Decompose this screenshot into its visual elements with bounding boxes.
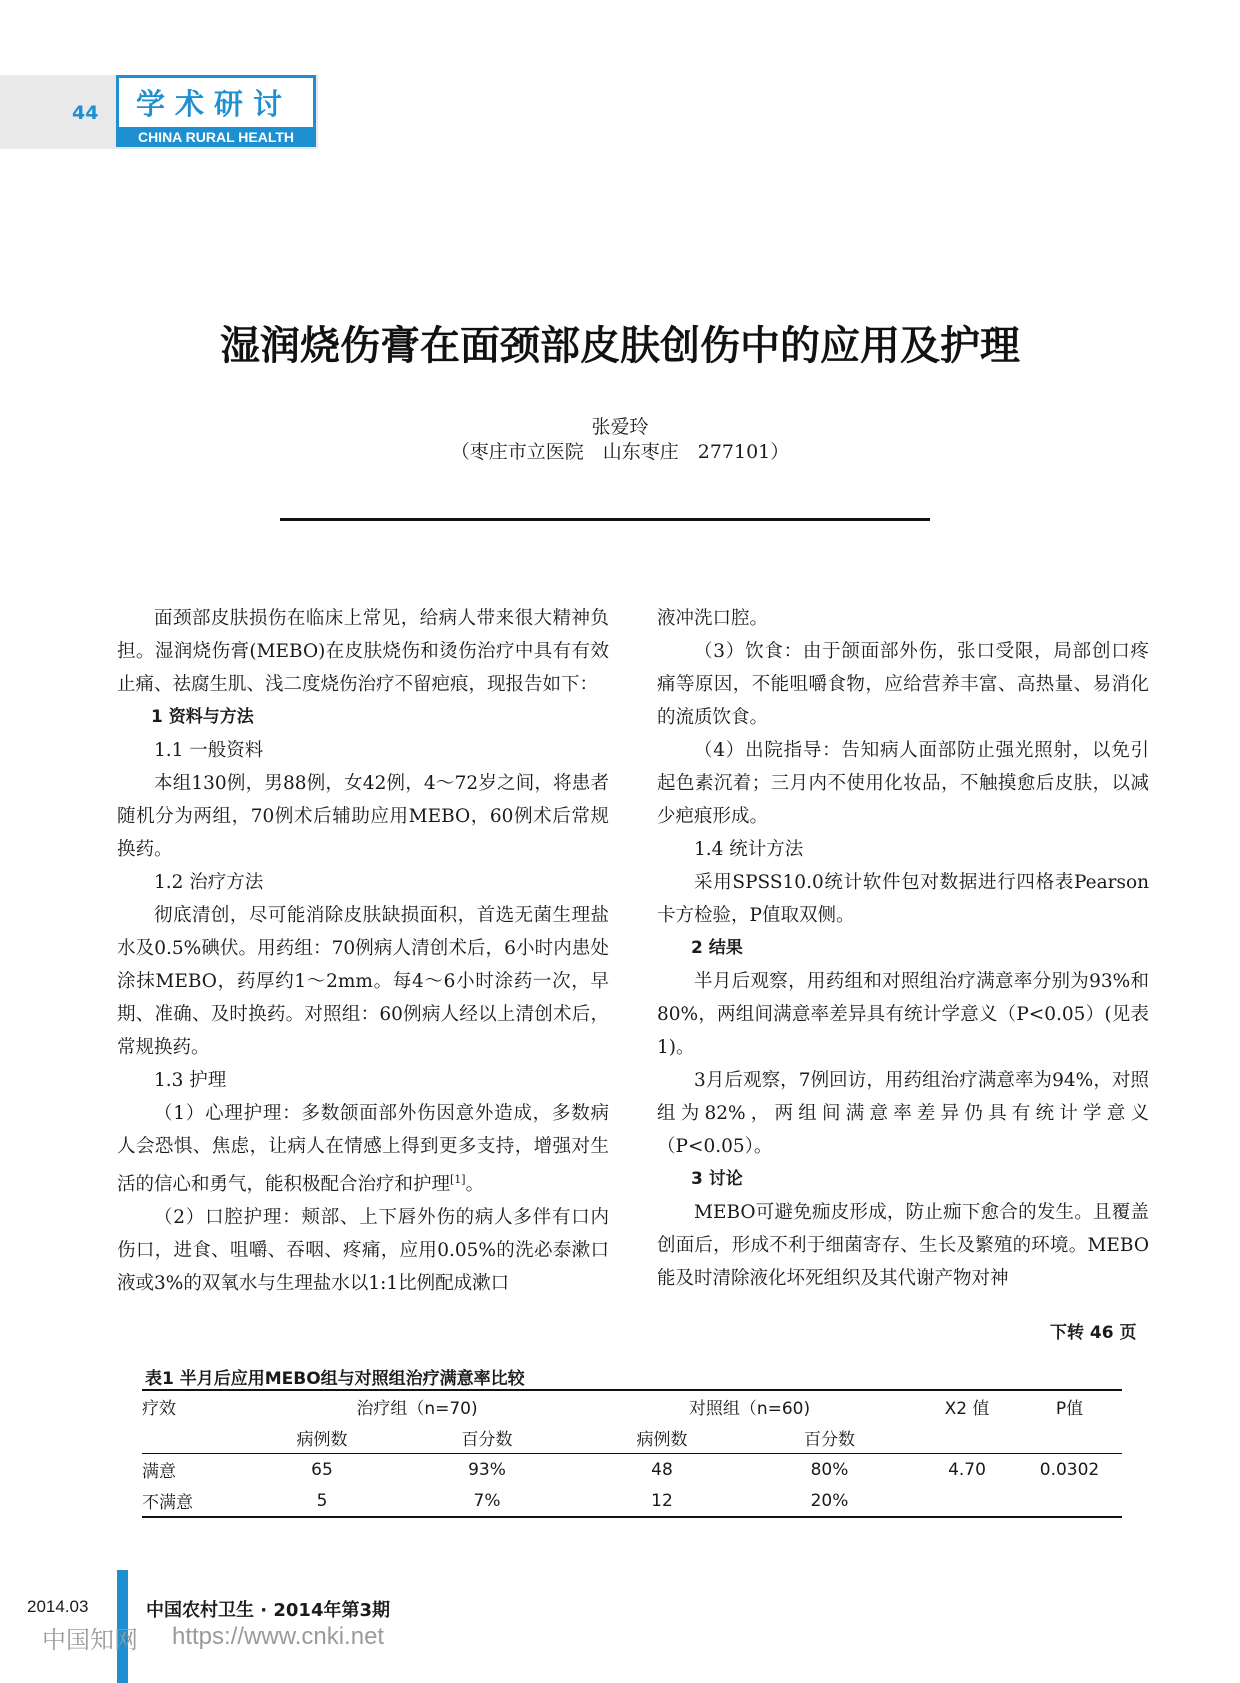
cell-p bbox=[1017, 1485, 1122, 1517]
paragraph-general-data: 本组130例，男88例，女42例，4～72岁之间，将患者随机分为两组，70例术后辅助应用MEBO，60例术后常规换药。 bbox=[117, 773, 609, 860]
header-control-group: 对照组（n=60) bbox=[582, 1390, 917, 1422]
article-author: 张爱玲 bbox=[591, 416, 649, 438]
table-header-row bbox=[142, 1390, 1122, 1422]
heading-general-data: 1.1 一般资料 bbox=[154, 740, 264, 761]
cell-x2 bbox=[917, 1485, 1017, 1517]
paragraph-oral-care-cont: 液冲洗口腔。 bbox=[657, 608, 769, 629]
title-rule bbox=[280, 518, 930, 521]
heading-nursing: 1.3 护理 bbox=[154, 1070, 227, 1091]
heading-discussion: 3 讨论 bbox=[691, 1169, 743, 1189]
cell-control-pct: 20% bbox=[742, 1485, 917, 1517]
header-treatment-group: 治疗组（n=70) bbox=[252, 1390, 582, 1422]
row-label: 不满意 bbox=[142, 1485, 252, 1517]
section-subtitle: CHINA RURAL HEALTH bbox=[116, 127, 316, 147]
paragraph-oral-care: （2）口腔护理：颊部、上下唇外伤的病人多伴有口内伤口，进食、咀嚼、吞咽、疼痛，应用0.05%的洗必泰漱口液或3%的双氧水与生理盐水以1:1比例配成漱口 bbox=[117, 1207, 609, 1295]
paragraph-treatment: 彻底清创，尽可能消除皮肤缺损面积，首选无菌生理盐水及0.5%碘伏。用药组：70例病人清创术后，6小时内患处涂抹MEBO，药厚约1～2mm。每4～6小时涂药一次，早期、准确、及时换药。对照组：60例病人经以上清创术后，常规换药。 bbox=[117, 905, 609, 1058]
header-x2: X2 值 bbox=[917, 1390, 1017, 1422]
subheader-treat-cases: 病例数 bbox=[252, 1422, 392, 1454]
row-label: 满意 bbox=[142, 1462, 176, 1482]
cell-control-cases: 48 bbox=[651, 1459, 673, 1480]
subheader-control-cases: 病例数 bbox=[582, 1422, 742, 1454]
paragraph-discharge: （4）出院指导：告知病人面部防止强光照射，以免引起色素沉着；三月内不使用化妆品，不触摸愈后皮肤，以减少疤痕形成。 bbox=[657, 740, 1149, 827]
table-caption: 表1 半月后应用MEBO组与对照组治疗满意率比较 bbox=[145, 1369, 525, 1389]
footer-journal: 中国农村卫生 · 2014年第3期 bbox=[146, 1600, 390, 1621]
cell-treat-cases: 65 bbox=[311, 1459, 333, 1480]
paragraph-results-half-month: 半月后观察，用药组和对照组治疗满意率分别为93%和80%，两组间满意率差异具有统计学意义（P<0.05）(见表1)。 bbox=[657, 971, 1149, 1058]
continued-note: 下转 46 页 bbox=[1050, 1323, 1137, 1343]
cell-control-pct: 80% bbox=[810, 1459, 849, 1480]
paragraph-discussion: MEBO可避免痂皮形成，防止痂下愈合的发生。且覆盖创面后，形成不利于细菌寄存、生长及繁殖的环境。MEBO能及时清除液化坏死组织及其代谢产物对神 bbox=[657, 1202, 1149, 1289]
psych-care-end: 。 bbox=[465, 1174, 485, 1196]
article-title: 湿润烧伤膏在面颈部皮肤创伤中的应用及护理 bbox=[220, 323, 1020, 369]
heading-treatment: 1.2 治疗方法 bbox=[154, 872, 264, 893]
subheader-control-pct: 百分数 bbox=[742, 1422, 917, 1454]
section-title: 学术研讨 bbox=[136, 87, 293, 121]
article-affiliation: （枣庄市立医院 山东枣庄 277101） bbox=[450, 441, 790, 463]
paragraph-diet: （3）饮食：由于颌面部外伤，张口受限，局部创口疼痛等原因，不能咀嚼食物，应给营养丰富、高热量、易消化的流质饮食。 bbox=[657, 641, 1149, 728]
reference-marker: [1] bbox=[450, 1173, 466, 1186]
header-p: P值 bbox=[1017, 1390, 1122, 1422]
paragraph-results-three-month: 3月后观察，7例回访，用药组治疗满意率为94%，对照组为82%，两组间满意率差异仍具有统计学意义（P<0.05）。 bbox=[657, 1070, 1149, 1157]
table-row bbox=[142, 1485, 1122, 1517]
right-column bbox=[657, 602, 1149, 1295]
footer-date: 2014.03 bbox=[27, 1597, 89, 1616]
cell-p: 0.0302 bbox=[1039, 1459, 1100, 1480]
psych-care-text: （1）心理护理：多数颌面部外伤因意外造成，多数病人会恐惧、焦虑，让病人在情感上得到更多支持，增强对生活的信心和勇气，能积极配合治疗和护理 bbox=[117, 1103, 609, 1196]
cell-treat-cases: 5 bbox=[252, 1485, 392, 1517]
watermark-name: 中国知网 bbox=[42, 1626, 138, 1654]
watermark-url[interactable]: https://www.cnki.net bbox=[172, 1623, 385, 1650]
table-row bbox=[142, 1454, 1122, 1486]
heading-methods: 1 资料与方法 bbox=[151, 707, 254, 727]
page-number: 44 bbox=[72, 102, 99, 124]
subheader-empty bbox=[142, 1422, 252, 1454]
subheader-treat-pct: 百分数 bbox=[392, 1422, 582, 1454]
header-efficacy: 疗效 bbox=[142, 1390, 252, 1422]
paragraph-statistics: 采用SPSS10.0统计软件包对数据进行四格表Pearson卡方检验，P值取双侧。 bbox=[657, 872, 1149, 926]
subheader-empty bbox=[917, 1422, 1017, 1454]
paragraph-psych-care bbox=[117, 1097, 609, 1201]
cell-treat-pct: 7% bbox=[392, 1485, 582, 1517]
results-table bbox=[142, 1389, 1122, 1518]
table-subheader-row bbox=[142, 1422, 1122, 1454]
heading-statistics: 1.4 统计方法 bbox=[694, 839, 804, 860]
heading-results: 2 结果 bbox=[691, 938, 743, 958]
cell-treat-pct: 93% bbox=[468, 1459, 506, 1480]
subheader-empty bbox=[1017, 1422, 1122, 1454]
cell-x2: 4.70 bbox=[948, 1459, 986, 1480]
left-column bbox=[117, 602, 609, 1300]
intro-paragraph: 面颈部皮肤损伤在临床上常见，给病人带来很大精神负担。湿润烧伤膏(MEBO)在皮肤烧伤和烫伤治疗中具有有效止痛、祛腐生肌、浅二度烧伤治疗不留疤痕，现报告如下： bbox=[117, 608, 609, 695]
cell-control-cases: 12 bbox=[582, 1485, 742, 1517]
